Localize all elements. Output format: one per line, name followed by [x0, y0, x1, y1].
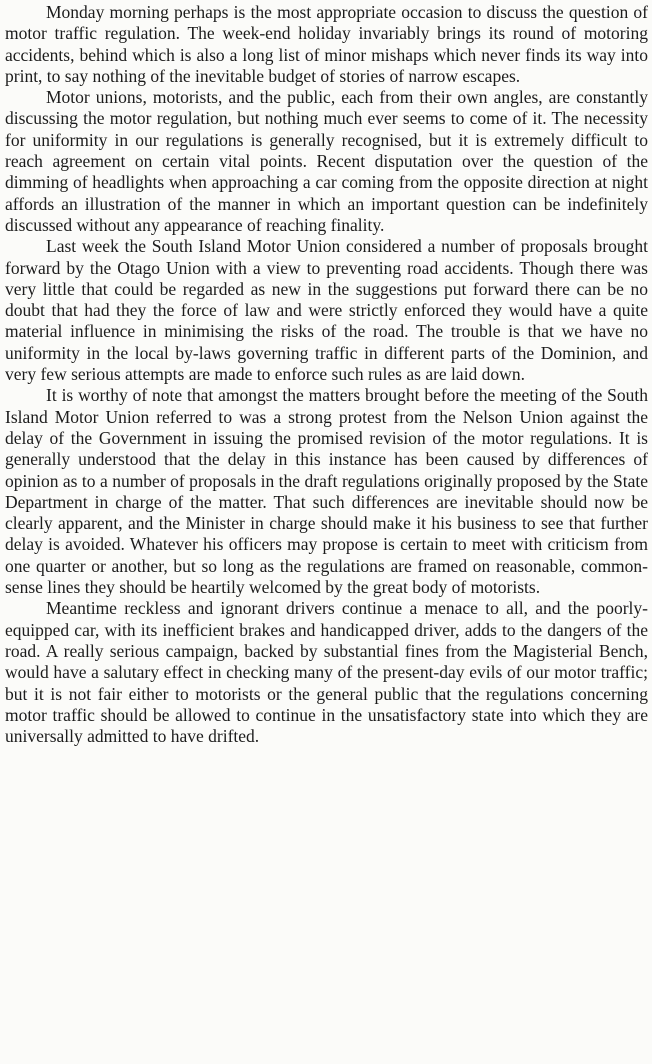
article-paragraph: Last week the South Island Motor Union considered a number of proposals brought forward by the Otago Union with a view to preventing road accidents. Though there was very little that could be regarded as new in the suggestions put forward there can be no doubt that had they the force of law and were strictly enforced they would have a quite material influence in minimising the risks of the road. The trouble is that we have no uniformity in the local by-laws governing traffic in different parts of the Dominion, and very few serious attempts are made to enforce such rules as are laid down. [5, 236, 648, 385]
article-paragraph: It is worthy of note that amongst the matters brought before the meeting of the South Island Motor Union referred to was a strong protest from the Nelson Union against the delay of the Government in issuing the promised revision of the motor regulations. It is generally understood that the delay in this instance has been caused by differences of opinion as to a number of proposals in the draft regulations originally proposed by the State Department in charge of the matter. That such differences are inevitable should now be clearly apparent, and the Minister in charge should make it his business to see that further delay is avoided. Whatever his officers may propose is certain to meet with criticism from one quarter or another, but so long as the regulations are framed on reasonable, common-sense lines they should be heartily welcomed by the great body of motorists. [5, 385, 648, 598]
article-paragraph: Motor unions, motorists, and the public, each from their own angles, are constantly discussing the motor regulation, but nothing much ever seems to come of it. The necessity for uniformity in our regulations is generally recognised, but it is extremely difficult to reach agreement on certain vital points. Recent disputation over the question of the dimming of headlights when approaching a car coming from the opposite direction at night affords an illustration of the manner in which an important question can be indefinitely discussed without any appearance of reaching finality. [5, 87, 648, 235]
article-paragraph: Monday morning perhaps is the most appropriate occasion to discuss the question of motor traffic regulation. The week-end holiday invariably brings its round of motoring accidents, behind which is also a long list of minor mishaps which never finds its way into print, to say nothing of the inevitable budget of stories of narrow escapes. [5, 2, 648, 86]
article-paragraph: Meantime reckless and ignorant drivers continue a menace to all, and the poorly-equipped car, with its inefficient brakes and handicapped driver, adds to the dangers of the road. A really serious campaign, backed by substantial fines from the Magisterial Bench, would have a salutary effect in checking many of the present-day evils of our motor traffic; but it is not fair either to motorists or the general public that the regulations concerning motor traffic should be allowed to continue in the unsatisfactory state into which they are universally admitted to have drifted. [5, 598, 648, 747]
